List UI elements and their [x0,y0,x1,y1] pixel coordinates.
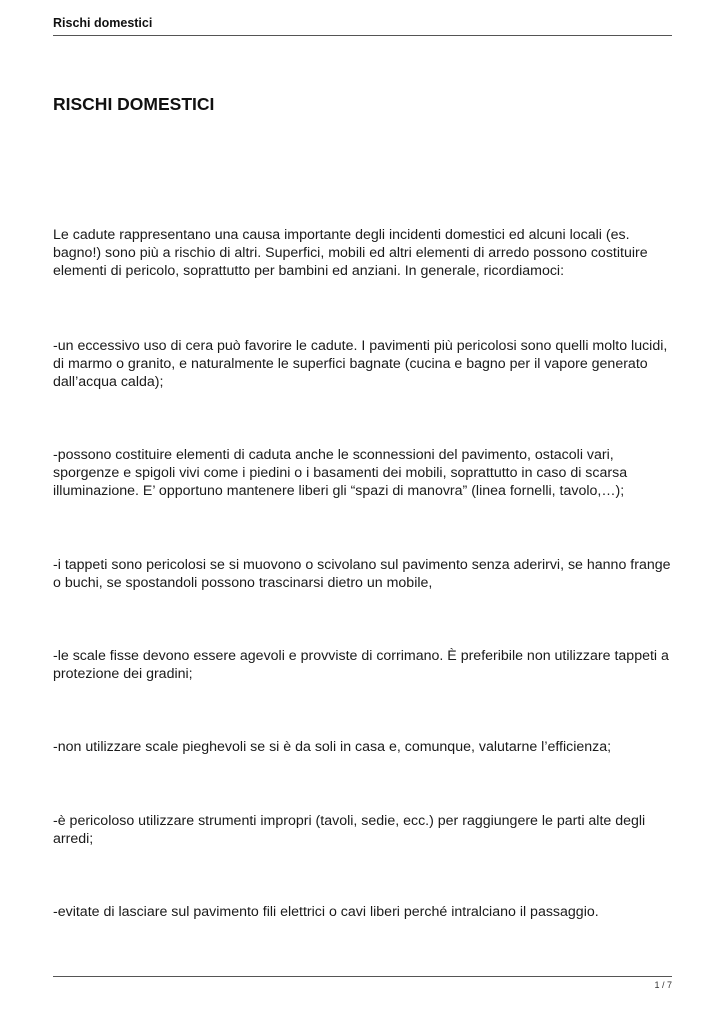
paragraph-fili-elettrici: -evitate di lasciare sul pavimento fili elettrici o cavi liberi perché intralciano il passaggio. [53,904,599,920]
running-header-title: Rischi domestici [53,16,153,30]
paragraph-strumenti-impropri: -è pericoloso utilizzare strumenti impropri (tavoli, sedie, ecc.) per raggiungere le parti alte degli arredi; [53,813,646,848]
paragraph-intro: Le cadute rappresentano una causa importante degli incidenti domestici ed alcuni locali (es. bagno!) sono più a rischio di altri. Superfici, mobili ed altri elementi di arredo possono costituire elementi di pericolo, soprattutto per bambini ed anziani. In generale, ricordiamoci: [53,227,648,280]
paragraph-scale-pieghevoli: -non utilizzare scale pieghevoli se si è da soli in casa e, comunque, valutarne l’efficienza; [53,739,612,755]
paragraph-cera: -un eccessivo uso di cera può favorire le cadute. I pavimenti più pericolosi sono quelli molto lucidi, di marmo o granito, e naturalmente le superfici bagnate (cucina e bagno per il vapore generato dall’acqua calda); [53,338,668,391]
paragraph-sconnessioni: -possono costituire elementi di caduta anche le sconnessioni del pavimento, ostacoli vari, sporgenze e spigoli vivi come i piedini o i basamenti dei mobili, soprattutto in caso di scarsa illuminazione. E’ opportuno mantenere liberi gli “spazi di manovra” (linea fornelli, tavolo,…); [53,447,628,500]
paragraph-scale-fisse: -le scale fisse devono essere agevoli e provviste di corrimano. È preferibile non utilizzare tappeti a protezione dei gradini; [53,648,669,683]
page-number: 1 / 7 [654,980,672,990]
paragraph-tappeti: -i tappeti sono pericolosi se si muovono o scivolano sul pavimento senza aderirvi, se hanno frange o buchi, se spostandoli possono trascinarsi dietro un mobile, [53,557,671,592]
footer-divider [53,976,672,977]
document-title: RISCHI DOMESTICI [53,94,215,114]
header-divider [53,35,672,36]
